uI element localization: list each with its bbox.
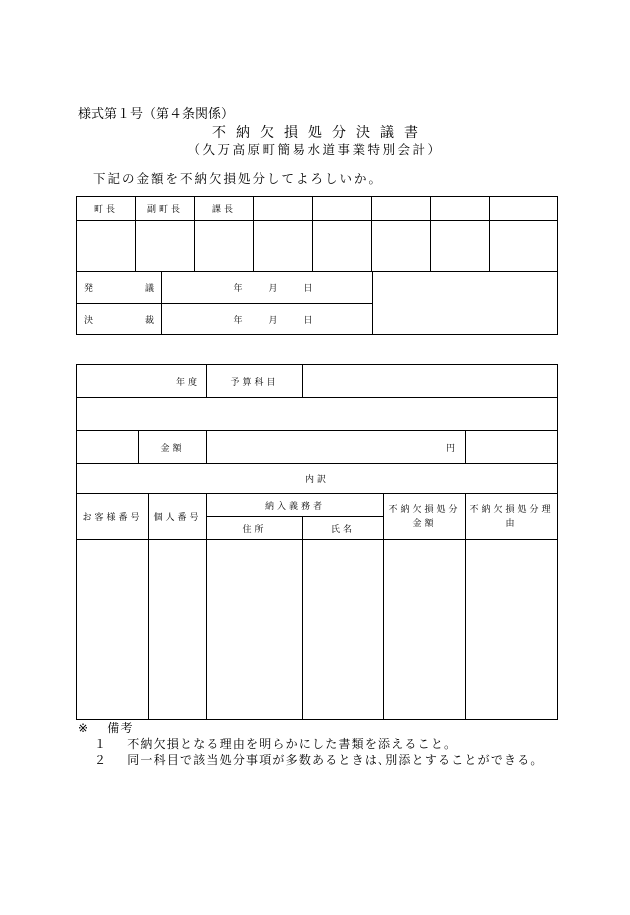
mayor-stamp-box[interactable]: [77, 221, 136, 272]
date-table: [76, 271, 558, 335]
col-writeoff-amount: 不納欠損処分 金額: [384, 494, 466, 540]
stamp-box[interactable]: [490, 221, 558, 272]
day-label: 日: [303, 315, 313, 326]
note-2-number: ２: [94, 753, 108, 767]
personal-no-entry[interactable]: [149, 540, 207, 720]
section-chief-header: 課長: [195, 197, 254, 221]
year-label: 年: [233, 284, 243, 294]
note-mark: ※: [78, 721, 90, 735]
budget-item-field[interactable]: [303, 365, 558, 398]
proposal-label: 発 議: [77, 272, 162, 304]
month-label: 月: [268, 315, 278, 326]
yen-unit: 円: [446, 443, 456, 454]
stamp-box[interactable]: [313, 221, 372, 272]
budget-detail-field[interactable]: [77, 398, 558, 431]
col-name: 氏名: [303, 517, 384, 540]
amount-label: 金額: [139, 431, 207, 464]
col-obligor: 納入義務者: [207, 494, 384, 517]
notes-heading: 備考: [107, 721, 134, 735]
note-2-text: 同一科目で該当処分事項が多数あるときは､別添とすることができる。: [127, 753, 544, 767]
form-number: 様式第１号（第４条関係）: [78, 107, 235, 122]
amount-extra-cell[interactable]: [466, 431, 558, 464]
note-1-number: １: [94, 737, 108, 751]
col-customer-no: お客様番号: [77, 494, 149, 540]
blank-header-cell: [372, 197, 431, 221]
col-address: 住所: [207, 517, 303, 540]
decision-date-field[interactable]: [162, 304, 373, 335]
document-subtitle: （久万高原町簡易水道事業特別会計）: [187, 142, 443, 157]
customer-no-entry[interactable]: [77, 540, 149, 720]
day-label: 日: [303, 284, 313, 294]
writeoff-reason-entry[interactable]: [466, 540, 558, 720]
amount-prefix-cell[interactable]: [77, 431, 139, 464]
col-personal-no: 個人番号: [149, 494, 207, 540]
writeoff-amount-entry[interactable]: [384, 540, 466, 720]
stamp-box[interactable]: [254, 221, 313, 272]
stamp-box[interactable]: [431, 221, 490, 272]
notes-section: [78, 720, 544, 768]
fiscal-year-label: 年度: [77, 365, 207, 398]
deputy-mayor-header: 副町長: [136, 197, 195, 221]
name-entry[interactable]: [303, 540, 384, 720]
note-1-text: 不納欠損となる理由を明らかにした書類を添えること。: [127, 737, 458, 751]
breakdown-heading: 内訳: [77, 464, 558, 494]
month-label: 月: [268, 284, 278, 294]
address-entry[interactable]: [207, 540, 303, 720]
blank-header-cell: [490, 197, 558, 221]
col-writeoff-reason: 不納欠損処分理 由: [466, 494, 558, 540]
budget-item-label: 予算科目: [207, 365, 303, 398]
stamp-box[interactable]: [372, 221, 431, 272]
approval-table: [76, 196, 558, 272]
mayor-header: 町長: [77, 197, 136, 221]
deputy-mayor-stamp-box[interactable]: [136, 221, 195, 272]
intro-sentence: 下記の金額を不納欠損処分してよろしいか。: [93, 171, 384, 186]
blank-header-cell: [313, 197, 372, 221]
proposal-date-field[interactable]: [162, 272, 373, 304]
section-chief-stamp-box[interactable]: [195, 221, 254, 272]
amount-field[interactable]: [207, 431, 466, 464]
decision-label: 決 裁: [77, 304, 162, 335]
year-label: 年: [233, 315, 243, 326]
blank-header-cell: [254, 197, 313, 221]
document-title: 不納欠損処分決議書: [212, 125, 428, 141]
date-remarks-box[interactable]: [373, 272, 558, 335]
detail-table: [76, 364, 558, 720]
blank-header-cell: [431, 197, 490, 221]
